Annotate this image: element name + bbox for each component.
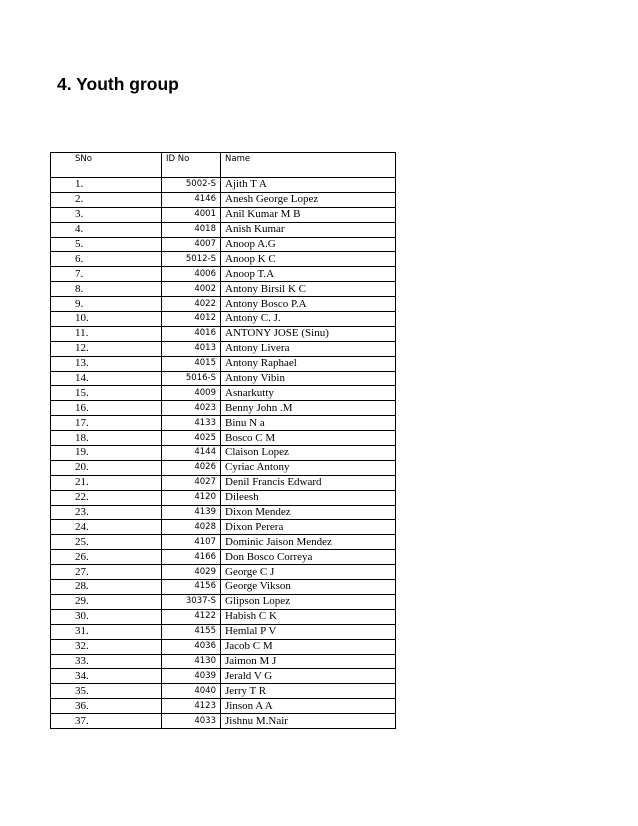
cell-id: 4029	[162, 565, 221, 580]
table-row	[51, 594, 396, 609]
table-row	[51, 654, 396, 669]
cell-sno: 2.	[51, 192, 162, 207]
cell-name: Dominic Jaison Mendez	[221, 535, 396, 550]
cell-id: 4122	[162, 609, 221, 624]
table-row	[51, 401, 396, 416]
cell-id: 4027	[162, 475, 221, 490]
cell-name: Hemlal P V	[221, 624, 396, 639]
cell-name: Anil Kumar M B	[221, 207, 396, 222]
cell-sno: 16.	[51, 401, 162, 416]
cell-id: 4002	[162, 282, 221, 297]
table-row	[51, 580, 396, 595]
cell-sno: 1.	[51, 178, 162, 193]
cell-name: Don Bosco Correya	[221, 550, 396, 565]
cell-sno: 18.	[51, 431, 162, 446]
cell-id: 4144	[162, 446, 221, 461]
table-row	[51, 326, 396, 341]
section-title: 4. Youth group	[57, 74, 179, 94]
cell-id: 3037-S	[162, 594, 221, 609]
cell-sno: 13.	[51, 356, 162, 371]
cell-sno: 21.	[51, 475, 162, 490]
cell-sno: 24.	[51, 520, 162, 535]
table-row	[51, 714, 396, 729]
cell-name: Anoop T.A	[221, 267, 396, 282]
cell-id: 4026	[162, 460, 221, 475]
table-row	[51, 684, 396, 699]
cell-sno: 33.	[51, 654, 162, 669]
cell-sno: 30.	[51, 609, 162, 624]
cell-id: 5002-S	[162, 178, 221, 193]
column-header-id: ID No	[162, 153, 221, 178]
table-row	[51, 356, 396, 371]
cell-id: 4146	[162, 192, 221, 207]
cell-name: Habish C K	[221, 609, 396, 624]
cell-id: 4015	[162, 356, 221, 371]
cell-id: 4166	[162, 550, 221, 565]
cell-name: Asnarkutty	[221, 386, 396, 401]
table-row	[51, 699, 396, 714]
cell-sno: 37.	[51, 714, 162, 729]
table-row	[51, 252, 396, 267]
cell-name: George Vikson	[221, 580, 396, 595]
cell-sno: 23.	[51, 505, 162, 520]
cell-id: 5012-S	[162, 252, 221, 267]
cell-sno: 19.	[51, 446, 162, 461]
cell-name: Jinson A A	[221, 699, 396, 714]
table-row	[51, 520, 396, 535]
cell-id: 4012	[162, 312, 221, 327]
table-row	[51, 371, 396, 386]
cell-name: Dixon Perera	[221, 520, 396, 535]
table-row	[51, 222, 396, 237]
cell-sno: 9.	[51, 297, 162, 312]
cell-name: Anesh George Lopez	[221, 192, 396, 207]
cell-id: 4009	[162, 386, 221, 401]
cell-id: 4123	[162, 699, 221, 714]
cell-name: Ajith T A	[221, 178, 396, 193]
cell-sno: 4.	[51, 222, 162, 237]
table-row	[51, 312, 396, 327]
cell-id: 4007	[162, 237, 221, 252]
cell-sno: 32.	[51, 639, 162, 654]
cell-id: 4006	[162, 267, 221, 282]
cell-sno: 27.	[51, 565, 162, 580]
cell-sno: 8.	[51, 282, 162, 297]
cell-name: Antony Vibin	[221, 371, 396, 386]
cell-id: 4033	[162, 714, 221, 729]
cell-sno: 35.	[51, 684, 162, 699]
cell-name: Anish Kumar	[221, 222, 396, 237]
cell-name: Antony Birsil K C	[221, 282, 396, 297]
cell-id: 4120	[162, 490, 221, 505]
table-row	[51, 431, 396, 446]
cell-sno: 14.	[51, 371, 162, 386]
cell-sno: 10.	[51, 312, 162, 327]
cell-name: Jerald V G	[221, 669, 396, 684]
cell-sno: 26.	[51, 550, 162, 565]
cell-id: 4018	[162, 222, 221, 237]
cell-id: 4130	[162, 654, 221, 669]
cell-sno: 11.	[51, 326, 162, 341]
table-row	[51, 505, 396, 520]
table-row	[51, 192, 396, 207]
cell-id: 4022	[162, 297, 221, 312]
cell-name: Dixon Mendez	[221, 505, 396, 520]
cell-name: Antony Bosco P.A	[221, 297, 396, 312]
cell-name: Jacob C M	[221, 639, 396, 654]
cell-id: 4023	[162, 401, 221, 416]
table-row	[51, 624, 396, 639]
cell-id: 4016	[162, 326, 221, 341]
table-row	[51, 207, 396, 222]
cell-sno: 15.	[51, 386, 162, 401]
cell-name: Anoop K C	[221, 252, 396, 267]
cell-sno: 17.	[51, 416, 162, 431]
table-row	[51, 535, 396, 550]
table-row	[51, 475, 396, 490]
table-row	[51, 609, 396, 624]
members-table	[50, 152, 396, 729]
cell-name: Antony Raphael	[221, 356, 396, 371]
cell-name: Binu N a	[221, 416, 396, 431]
table-row	[51, 267, 396, 282]
cell-name: Denil Francis Edward	[221, 475, 396, 490]
cell-name: Antony Livera	[221, 341, 396, 356]
table-row	[51, 282, 396, 297]
cell-sno: 25.	[51, 535, 162, 550]
table-row	[51, 297, 396, 312]
cell-id: 4025	[162, 431, 221, 446]
cell-id: 4156	[162, 580, 221, 595]
cell-sno: 34.	[51, 669, 162, 684]
cell-name: Jaimon M J	[221, 654, 396, 669]
cell-name: Bosco C M	[221, 431, 396, 446]
cell-sno: 6.	[51, 252, 162, 267]
table-row	[51, 565, 396, 580]
cell-name: Cyriac Antony	[221, 460, 396, 475]
cell-sno: 5.	[51, 237, 162, 252]
cell-id: 4028	[162, 520, 221, 535]
cell-name: Claison Lopez	[221, 446, 396, 461]
table-row	[51, 490, 396, 505]
cell-sno: 20.	[51, 460, 162, 475]
cell-sno: 7.	[51, 267, 162, 282]
table-row	[51, 550, 396, 565]
cell-sno: 29.	[51, 594, 162, 609]
cell-id: 4107	[162, 535, 221, 550]
cell-sno: 22.	[51, 490, 162, 505]
table-body	[51, 178, 396, 729]
column-header-sno: SNo	[51, 153, 162, 178]
column-header-name: Name	[221, 153, 396, 178]
table-row	[51, 341, 396, 356]
cell-name: Glipson Lopez	[221, 594, 396, 609]
table-row	[51, 639, 396, 654]
table-row	[51, 237, 396, 252]
cell-id: 4001	[162, 207, 221, 222]
table-row	[51, 416, 396, 431]
cell-name: Benny John .M	[221, 401, 396, 416]
cell-id: 4039	[162, 669, 221, 684]
cell-name: George C J	[221, 565, 396, 580]
cell-name: ANTONY JOSE (Sinu)	[221, 326, 396, 341]
cell-name: Jerry T R	[221, 684, 396, 699]
table-row	[51, 386, 396, 401]
table-row	[51, 178, 396, 193]
cell-id: 4036	[162, 639, 221, 654]
table-row	[51, 460, 396, 475]
cell-name: Dileesh	[221, 490, 396, 505]
cell-sno: 36.	[51, 699, 162, 714]
cell-name: Anoop A.G	[221, 237, 396, 252]
cell-id: 4013	[162, 341, 221, 356]
table-row	[51, 446, 396, 461]
cell-id: 4133	[162, 416, 221, 431]
cell-sno: 28.	[51, 580, 162, 595]
table-header-row	[51, 153, 396, 178]
cell-id: 5016-S	[162, 371, 221, 386]
cell-id: 4155	[162, 624, 221, 639]
cell-sno: 12.	[51, 341, 162, 356]
cell-id: 4139	[162, 505, 221, 520]
cell-name: Jishnu M.Nair	[221, 714, 396, 729]
cell-id: 4040	[162, 684, 221, 699]
cell-sno: 3.	[51, 207, 162, 222]
cell-name: Antony C. J.	[221, 312, 396, 327]
cell-sno: 31.	[51, 624, 162, 639]
table-row	[51, 669, 396, 684]
